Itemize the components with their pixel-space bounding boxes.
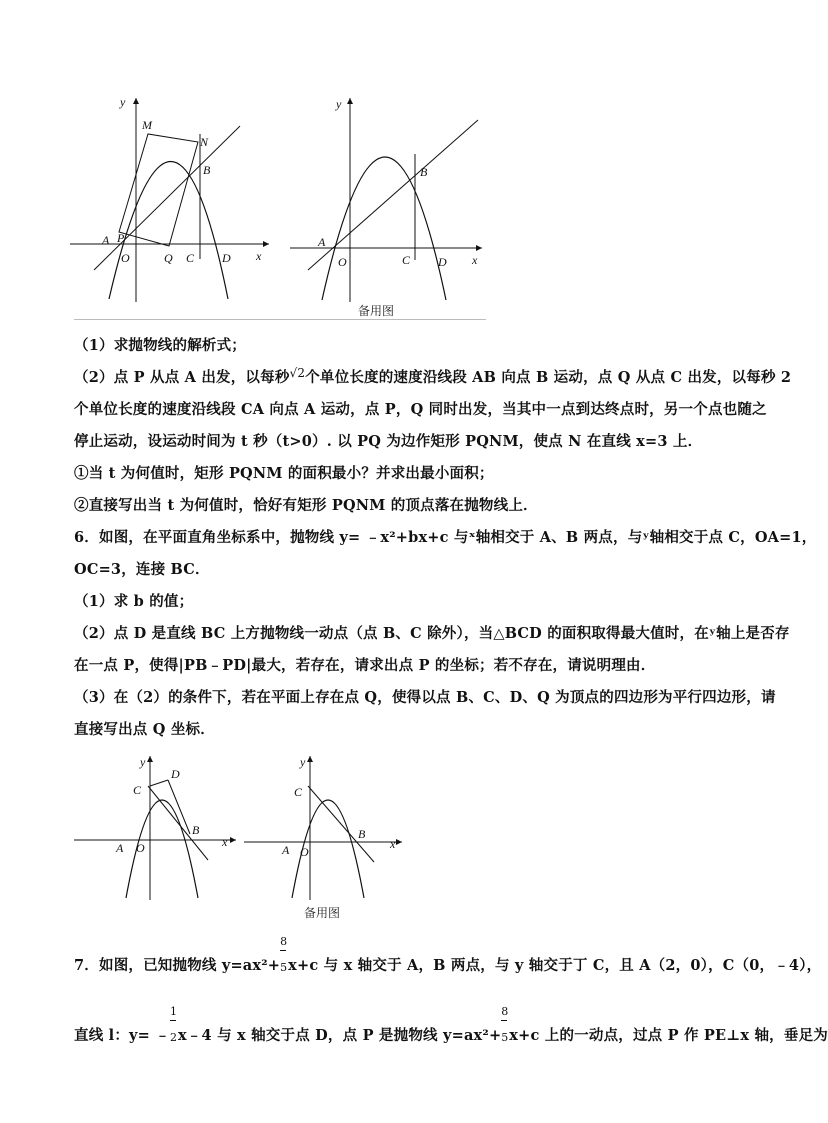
label-N: N (200, 135, 209, 149)
sqrt2: √2 (289, 366, 306, 380)
rectangle-pqnm (119, 134, 198, 246)
label-x: x (256, 249, 262, 263)
fraction-8-5 (280, 935, 288, 976)
q5-part2-line1 (74, 366, 792, 388)
label-M: M (142, 118, 152, 132)
q5-part2-line2: 个单位长度的速度沿线段 CA 向点 A 运动，点 P，Q 同时出发，当其中一点到达终点时，另一个点也随之 (74, 401, 767, 418)
q6-part3-line2: 直接写出点 Q 坐标． (74, 721, 215, 738)
label-O: O (338, 255, 347, 269)
label-y: y (140, 755, 146, 769)
q5-sub1: ①当 t 为何值时，矩形 PQNM 的面积最小？并求出最小面积； (74, 465, 494, 482)
label-B: B (358, 827, 366, 841)
label-O: O (121, 251, 130, 265)
line-ab (94, 126, 240, 270)
q6-part2-line1: （2）点 D 是直线 BC 上方抛物线一动点（点 B、C 除外），当△BCD 的面积取得最大值时，在ʸ轴上是否存 (74, 625, 790, 642)
label-x: x (222, 835, 228, 849)
figure-4-caption: 备用图 (304, 906, 341, 920)
q7-line1-a: 7．如图，已知抛物线 y=ax²+ (74, 957, 281, 974)
q7-line1 (74, 935, 822, 976)
label-y: y (120, 95, 126, 109)
figure-2 (286, 94, 486, 304)
q6-line1: 6．如图，在平面直角坐标系中，抛物线 y= ﹣x²+bx+c 与ˣ轴相交于 A、B 两点，与ʸ轴相交于点 C，OA=1， (74, 529, 817, 546)
figure-3 (70, 752, 240, 902)
label-y: y (336, 97, 342, 111)
frac-denominator: 5 (501, 1031, 509, 1044)
label-C: C (294, 785, 303, 799)
frac-numerator: 8 (501, 1005, 509, 1018)
label-O: O (300, 845, 309, 859)
parabola (322, 157, 446, 300)
figure-1 (64, 94, 274, 304)
label-D: D (222, 251, 231, 265)
label-A: A (102, 233, 110, 247)
q6-part2-line2: 在一点 P，使得|PB﹣PD|最大，若存在，请求出点 P 的坐标；若不存在，请说明理由． (74, 657, 656, 674)
label-y: y (300, 755, 306, 769)
q7-line1-b: x+c 与 x 轴交于 A，B 两点，与 y 轴交于丁 C，且 A（2，0），C（0，﹣4）， (288, 957, 822, 974)
q6-part3-line1: （3）在（2）的条件下，若在平面上存在点 Q，使得以点 B、C、D、Q 为顶点的四边形为平行四边形，请 (74, 689, 776, 706)
label-O: O (136, 841, 145, 855)
label-B: B (420, 165, 428, 179)
q6-part1: （1）求 b 的值； (74, 593, 194, 610)
label-B: B (203, 163, 211, 177)
q7-line2-b: x﹣4 与 x 轴交于点 D，点 P 是抛物线 y=ax²+ (177, 1027, 502, 1044)
q5-part2-b: 个单位长度的速度沿线段 AB 向点 B 运动，点 Q 从点 C 出发，以每秒 2 (305, 369, 792, 386)
label-C: C (133, 783, 142, 797)
frac-numerator: 1 (169, 1005, 178, 1018)
label-C: C (402, 253, 411, 267)
label-Q: Q (164, 251, 173, 265)
segment-cd (150, 780, 168, 786)
fraction-1-2 (169, 1005, 178, 1046)
label-B: B (192, 823, 200, 837)
parabola (109, 162, 228, 300)
q6-line2: OC=3，连接 BC． (74, 561, 210, 578)
label-D: D (438, 255, 447, 269)
figure-2-caption: 备用图 (358, 304, 395, 318)
label-C: C (186, 251, 195, 265)
q5-part2-a: （2）点 P 从点 A 出发，以每秒 (74, 369, 290, 386)
frac-denominator: 2 (169, 1031, 178, 1044)
label-D: D (171, 767, 180, 781)
line-bc (308, 786, 374, 862)
figure-4 (240, 752, 410, 902)
q5-part2-line3: 停止运动，设运动时间为 t 秒（t>0）. 以 PQ 为边作矩形 PQNM，使点 N 在直线 x=3 上． (74, 433, 703, 450)
label-A: A (116, 841, 124, 855)
label-P: P (117, 231, 125, 245)
label-A: A (318, 235, 326, 249)
label-A: A (282, 843, 290, 857)
q7-line2-c: x+c 上的一动点，过点 P 作 PE⊥x 轴，垂足为 (509, 1027, 828, 1044)
divider (74, 319, 486, 320)
q7-line2 (74, 1005, 828, 1046)
label-x: x (390, 837, 396, 851)
q5-part1: （1）求抛物线的解析式； (74, 337, 246, 354)
q7-line2-a: 直线 l：y= ﹣ (74, 1027, 170, 1044)
label-x: x (472, 253, 478, 267)
fraction-8-5-b (501, 1005, 509, 1046)
frac-denominator: 5 (280, 961, 288, 974)
frac-numerator: 8 (280, 935, 288, 948)
q5-sub2: ②直接写出当 t 为何值时，恰好有矩形 PQNM 的顶点落在抛物线上． (74, 497, 538, 514)
